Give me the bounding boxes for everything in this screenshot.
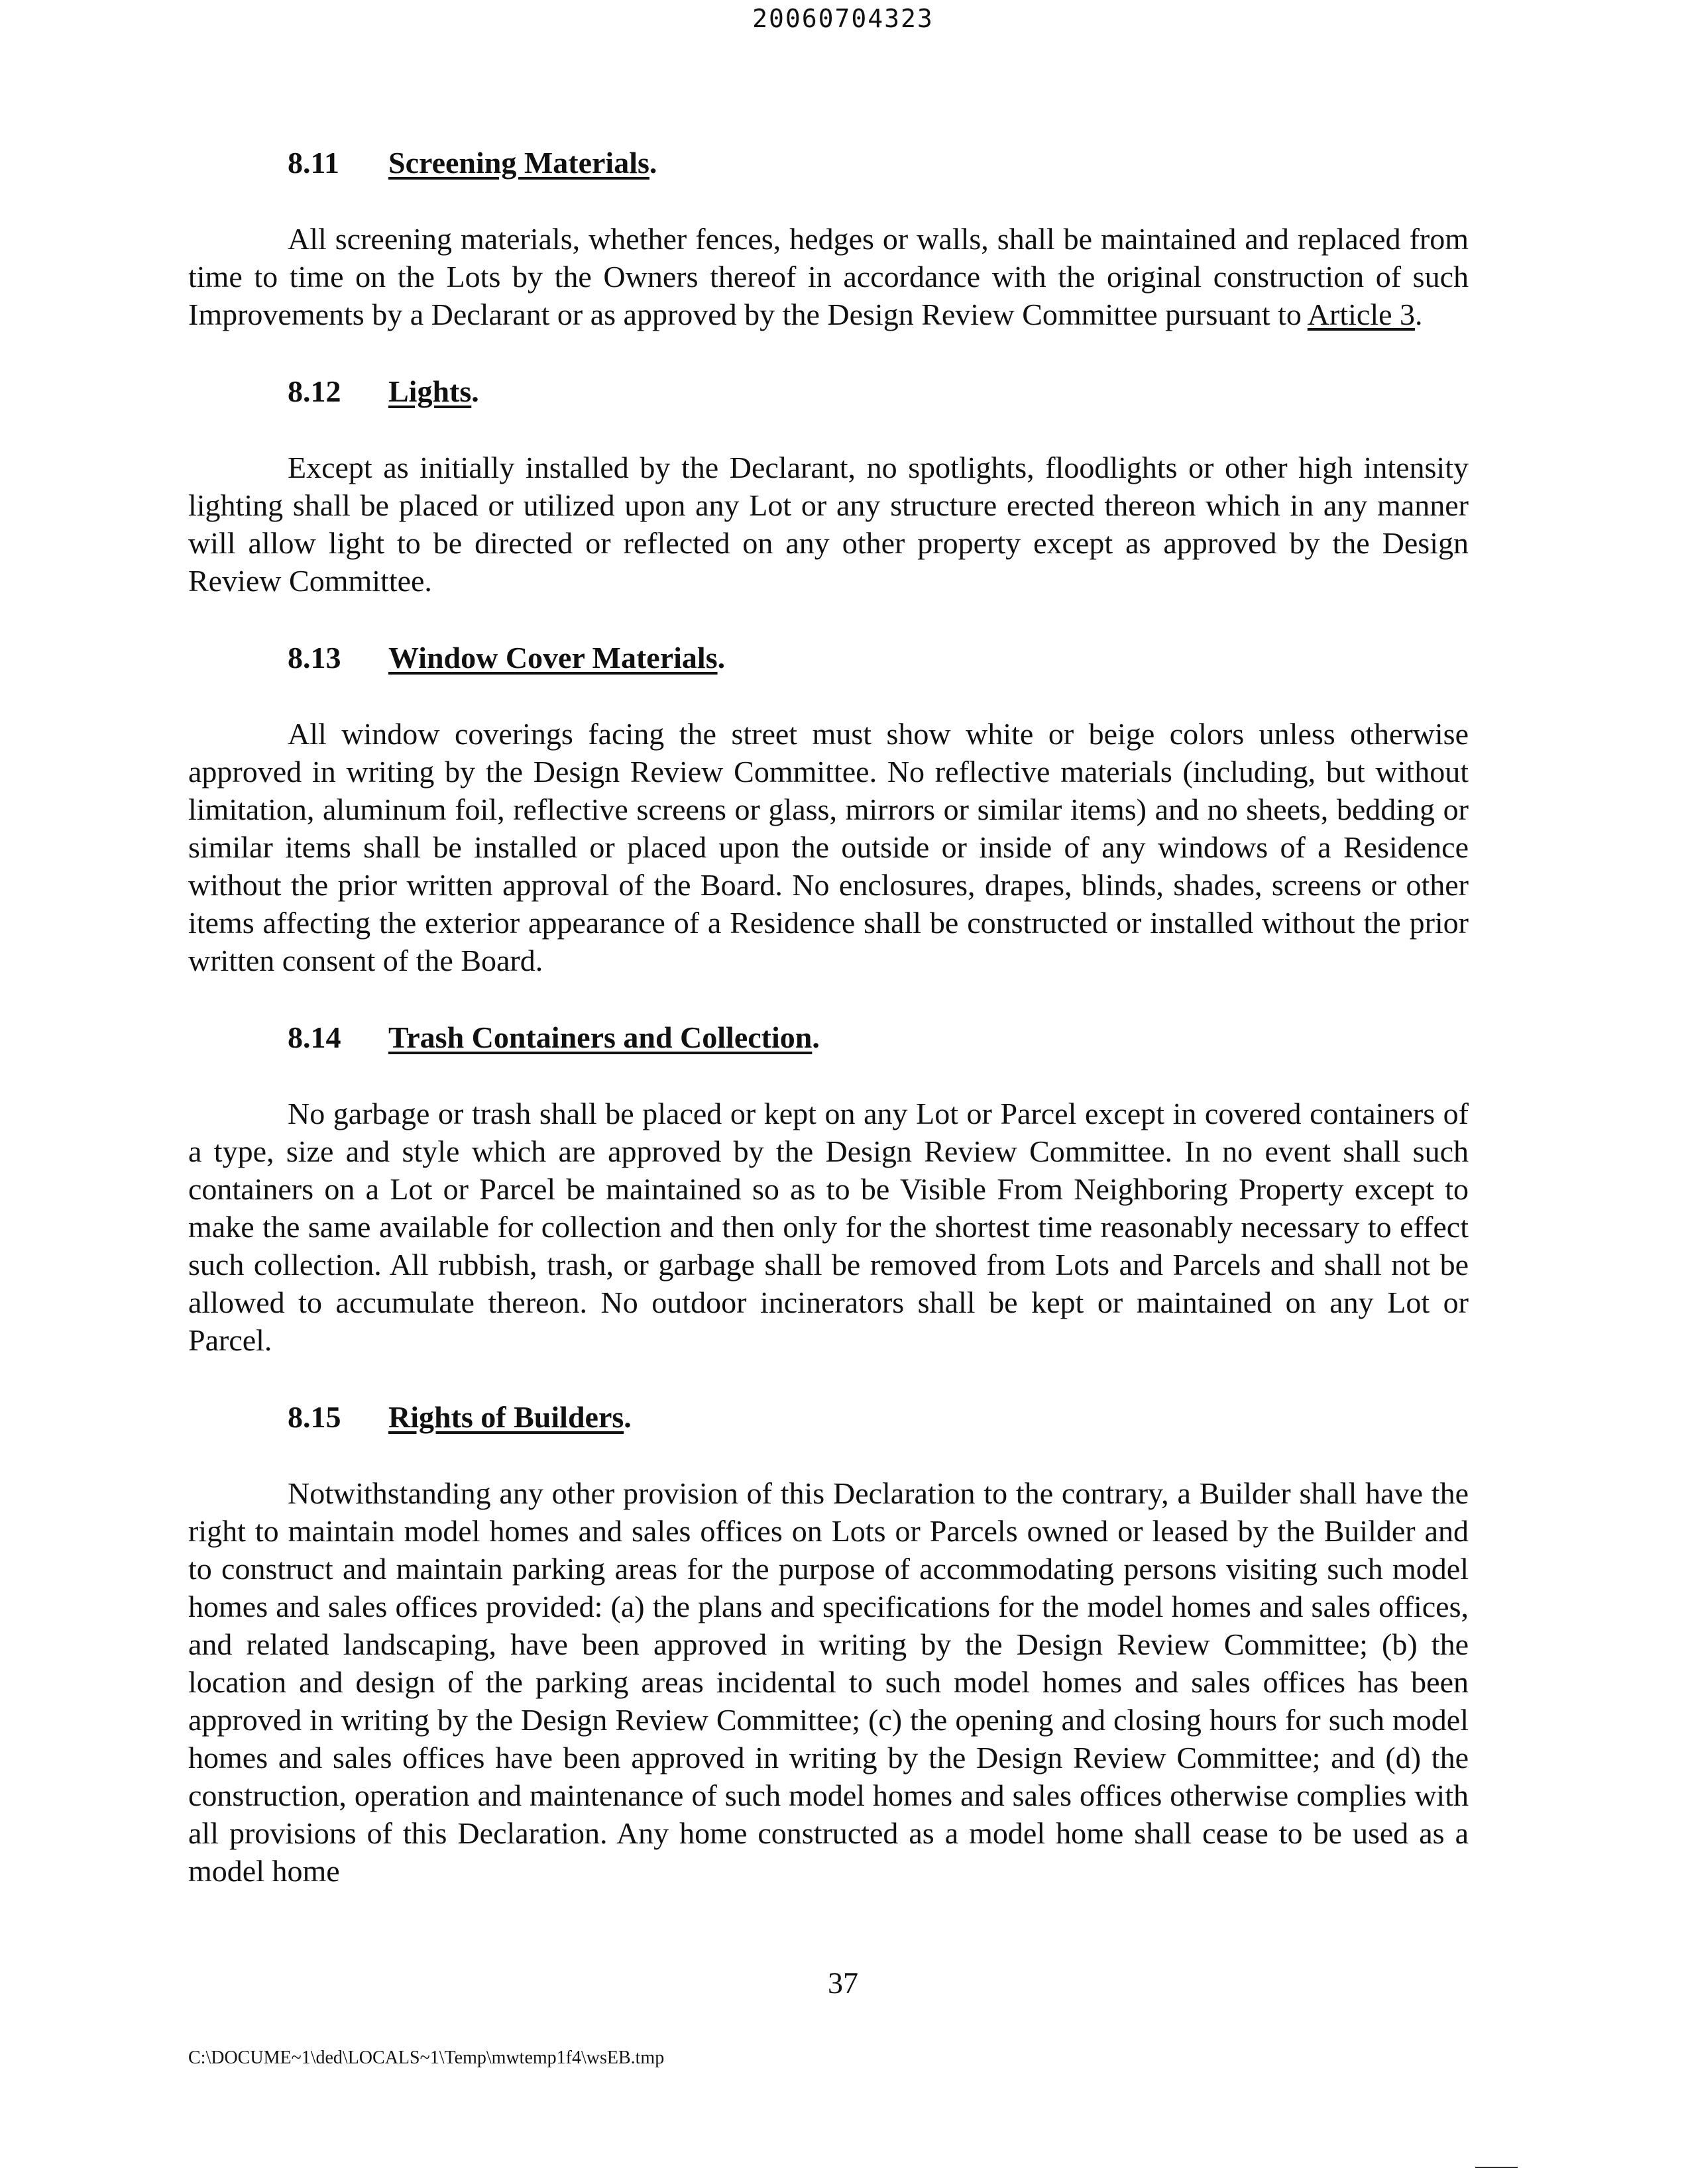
section-number: 8.11 (288, 146, 339, 180)
paragraph-text-end: . (1415, 298, 1423, 331)
section-heading-8-14: 8.14 Trash Containers and Collection. (288, 1019, 1469, 1056)
section-title: Window Cover Materials (388, 641, 718, 675)
section-paragraph-8-14: No garbage or trash shall be placed or kept on any Lot or Parcel except in covered containers of a type, size and style which are approved by the Design Review Committee. In no event shall such containers on a Lot or Parcel be maintained so as to be Visible From Neighboring Property except to make the same available for collection and then only for the shortest time reasonably necessary to effect such collection. All rubbish, trash, or garbage shall be removed from Lots and Parcels and shall not be allowed to accumulate thereon. No outdoor incinerators shall be kept or maintained on any Lot or Parcel. (188, 1097, 1469, 1357)
section-paragraph-8-15: Notwithstanding any other provision of this Declaration to the contrary, a Builder shall have the right to maintain model homes and sales offices on Lots or Parcels owned or leased by the Builder and to construct and maintain parking areas for the purpose of accommodating persons visiting such model homes and sales offices provided: (a) the plans and specifications for the model homes and sales offices, and related landscaping, have been approved in writing by the Design Review Committee; (b) the location and design of the parking areas incidental to such model homes and sales offices has been approved in writing by the Design Review Committee; (c) the opening and closing hours for such model homes and sales offices have been approved in writing by the Design Review Committee; and (d) the construction, operation and maintenance of such model homes and sales offices otherwise complies with all provisions of this Declaration. Any home constructed as a model home shall cease to be used as a model home (188, 1476, 1469, 1888)
section-title: Screening Materials (388, 146, 649, 180)
section-paragraph-8-12: Except as initially installed by the Declarant, no spotlights, floodlights or other high intensity lighting shall be placed or utilized upon any Lot or any structure erected thereon which in any manner will allow light to be directed or reflected on any other property except as approved by the Design Review Committee. (188, 451, 1469, 598)
page-number: 37 (828, 1966, 858, 2000)
section-title: Rights of Builders (388, 1400, 624, 1434)
section-number: 8.14 (288, 1020, 341, 1054)
article-reference: Article 3 (1307, 298, 1416, 331)
section-number: 8.12 (288, 374, 341, 408)
document-body (188, 144, 1469, 1930)
section-heading-8-11: 8.11 Screening Materials. (288, 144, 1469, 182)
file-path: C:\DOCUME~1\ded\LOCALS~1\Temp\mwtemp1f4\wsEB.tmp (188, 2048, 665, 2068)
document-number: 20060704323 (752, 4, 934, 33)
section-title: Lights (388, 374, 472, 408)
section-paragraph-8-11 (188, 220, 1469, 333)
corner-mark (1475, 2167, 1518, 2168)
section-paragraph-8-13: All window coverings facing the street must show white or beige colors unless otherwise approved in writing by the Design Review Committee. No reflective materials (including, but without limitation, aluminum foil, reflective screens or glass, mirrors or similar items) and no sheets, bedding or similar items shall be installed or placed upon the outside or inside of any windows of a Residence without the prior written approval of the Board. No enclosures, drapes, blinds, shades, screens or other items affecting the exterior appearance of a Residence shall be constructed or installed without the prior written consent of the Board. (188, 717, 1469, 977)
section-title: Trash Containers and Collection (388, 1020, 813, 1054)
section-number: 8.13 (288, 641, 341, 675)
section-heading-8-15: 8.15 Rights of Builders. (288, 1399, 1469, 1436)
section-heading-8-13: 8.13 Window Cover Materials. (288, 639, 1469, 677)
section-number: 8.15 (288, 1400, 341, 1434)
paragraph-text: All screening materials, whether fences, hedges or walls, shall be maintained and replaced from time to time on the Lots by the Owners thereof in accordance with the original construction of such Improvements by a Declarant or as approved by the Design Review Committee pursuant to (188, 222, 1469, 331)
section-heading-8-12: 8.12 Lights. (288, 373, 1469, 410)
